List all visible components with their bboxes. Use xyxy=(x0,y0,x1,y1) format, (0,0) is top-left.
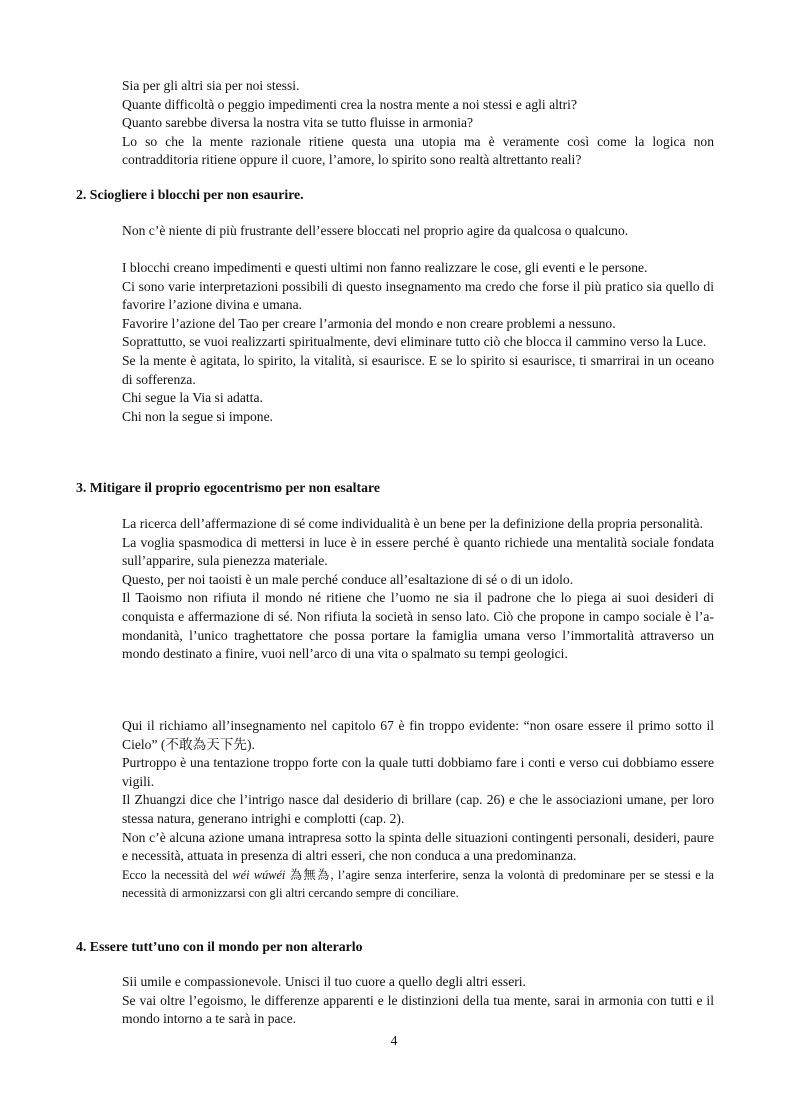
paragraph: Quanto sarebbe diversa la nostra vita se tutto fluisse in armonia? xyxy=(122,115,474,131)
paragraph: Questo, per noi taoisti è un male perché conduce all’esaltazione di sé o di un idolo. xyxy=(122,571,574,587)
intro-block xyxy=(122,77,714,170)
paragraph: I blocchi creano impedimenti e questi ultimi non fanno realizzare le cose, gli eventi e le persone. xyxy=(122,260,648,275)
paragraph: Sii umile e compassionevole. Unisci il tuo cuore a quello degli altri esseri. xyxy=(122,974,526,989)
section-4-heading: 4. Essere tutt’uno con il mondo per non alterarlo xyxy=(76,939,363,954)
paragraph: Chi segue la Via si adatta. xyxy=(122,390,263,406)
section-3-block-b xyxy=(122,717,714,903)
section-4-block xyxy=(122,973,714,1029)
paragraph-text: 為無為, l’agire senza interferire, senza la volontà di predominare per se stessi e la necessità di armonizzarsi con gli altri cercando sempre di conciliare. xyxy=(122,867,714,901)
paragraph: Chi non la segue si impone. xyxy=(122,408,274,424)
pinyin-term: wéi wúwéi xyxy=(232,867,286,882)
paragraph: La voglia spasmodica di mettersi in luce è in essere perché è quanto richiede una mentalità sociale fondata sull’apparire, sula pienezza materiale. xyxy=(122,534,714,569)
paragraph: Favorire l’azione del Tao per creare l’armonia del mondo e non creare problemi a nessuno. xyxy=(122,315,616,331)
section-3-block-a xyxy=(122,515,714,664)
page-number: 4 xyxy=(390,1033,398,1048)
paragraph: Qui il richiamo all’insegnamento nel capitolo 67 è fin troppo evidente: “non osare essere il primo sotto il Cielo” (不敢為天下先). xyxy=(122,718,714,752)
section-2-first-paragraph xyxy=(76,222,714,241)
paragraph: Ci sono varie interpretazioni possibili di questo insegnamento ma credo che forse il più pratico sia quello di favorire l’azione divina e umana. xyxy=(122,278,714,313)
paragraph xyxy=(122,866,714,903)
paragraph-text: Ecco la necessità del xyxy=(122,867,229,882)
paragraph: Se vai oltre l’egoismo, le differenze apparenti e le distinzioni della tua mente, sarai in armonia con tutti e il mondo intorno a te sarà in pace. xyxy=(122,992,714,1027)
paragraph: Lo so che la mente razionale ritiene questa una utopia ma è veramente così come la logica non contradditoria ritiene oppure il cuore, l’amore, lo spirito sono realtà altrettanto reali? xyxy=(122,133,714,168)
paragraph: Il Zhuangzi dice che l’intrigo nasce dal desiderio di brillare (cap. 26) e che le associazioni umane, per loro stessa natura, generano intrighi e complotti (cap. 2). xyxy=(122,792,714,826)
paragraph: Purtroppo è una tentazione troppo forte con la quale tutti dobbiamo fare i conti e verso cui dobbiamo essere vigili. xyxy=(122,755,714,789)
section-3-heading: 3. Mitigare il proprio egocentrismo per non esaltare xyxy=(76,480,380,495)
section-2-block xyxy=(122,259,714,426)
section-2-heading: 2. Sciogliere i blocchi per non esaurire. xyxy=(76,187,304,202)
paragraph: Non c’è alcuna azione umana intrapresa sotto la spinta delle situazioni contingenti personali, desideri, paure e necessità, attuata in presenza di altri esseri, che non conduca a una predominanza. xyxy=(122,829,714,864)
paragraph: Il Taoismo non rifiuta il mondo né ritiene che l’uomo ne sia il padrone che lo piega ai suoi desideri di conquista e affermazione di sé. Non rifiuta la società in senso lato. Ciò che propone in campo sociale è l’a-mondanità, l’unico traghettatore che possa portare la famiglia umana verso l’immortalità attraverso un mondo destinato a finire, vuoi nell’arco di una vita o spalmato su tempi geologici. xyxy=(122,590,714,662)
paragraph: Se la mente è agitata, lo spirito, la vitalità, si esaurisce. E se lo spirito si esaurisce, ti smarrirai in un oceano di sofferenza. xyxy=(122,352,714,387)
paragraph: Soprattutto, se vuoi realizzarti spiritualmente, devi eliminare tutto ciò che blocca il cammino verso la Luce. xyxy=(122,334,707,350)
paragraph: Sia per gli altri sia per noi stessi. xyxy=(122,78,300,93)
paragraph: Quante difficoltà o peggio impedimenti crea la nostra mente a noi stessi e agli altri? xyxy=(122,96,577,112)
paragraph: La ricerca dell’affermazione di sé come individualità è un bene per la definizione della propria personalità. xyxy=(122,516,703,531)
paragraph-text: Non c’è niente di più frustrante dell’essere bloccati nel proprio agire da qualcosa o qualcuno. xyxy=(122,223,629,238)
